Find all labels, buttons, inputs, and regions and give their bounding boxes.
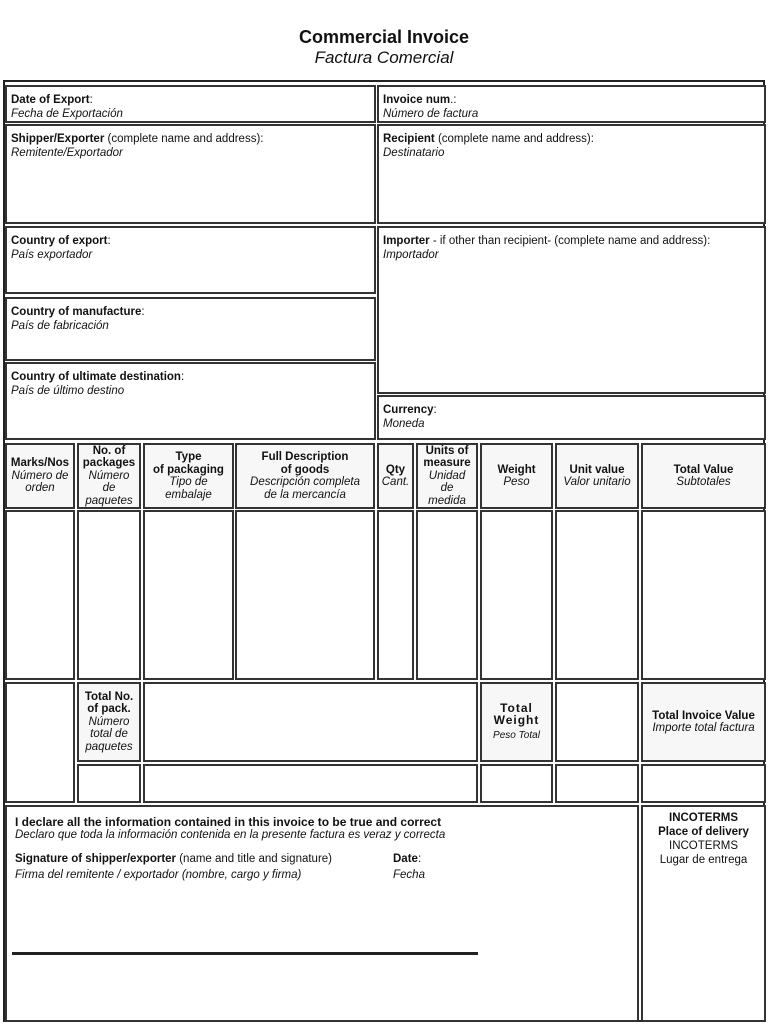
item-units-cell[interactable]	[416, 510, 478, 680]
total-weight-label: Total Weight Peso Total	[480, 682, 553, 762]
totals-left-blank	[5, 682, 75, 803]
total-invoice-value-label: Total Invoice Value Importe total factura	[641, 682, 766, 762]
item-weight-cell[interactable]	[480, 510, 553, 680]
item-qty-cell[interactable]	[377, 510, 414, 680]
recipient-field[interactable]: Recipient (complete name and address): Destinatario	[377, 124, 766, 224]
incoterms-sublabel: INCOTERMS	[669, 840, 738, 852]
field-label: Shipper/Exporter	[11, 133, 105, 145]
signature-line[interactable]	[12, 952, 478, 955]
incoterms-title: INCOTERMS	[669, 812, 738, 824]
currency-field[interactable]: Currency: Moneda	[377, 395, 766, 440]
field-sublabel: País exportador	[11, 249, 93, 261]
signature-sublabel: Firma del remitente / exportador (nombre, cargo y firma)	[15, 869, 302, 881]
column-header-total-value: Total Value Subtotales	[641, 443, 766, 509]
totals-unit-blank	[555, 682, 639, 762]
importer-field[interactable]: Importer - if other than recipient- (complete name and address): Importador	[377, 226, 766, 394]
field-label: Country of manufacture	[11, 306, 142, 318]
column-header-description: Full Description of goods Descripción completa de la mercancía	[235, 443, 375, 509]
total-weight-input[interactable]	[480, 764, 553, 803]
place-of-delivery-sublabel: Lugar de entrega	[659, 854, 748, 866]
total-packages-label: Total No. of pack. Número total de paquetes	[77, 682, 141, 762]
page-title: Commercial Invoice	[298, 27, 470, 47]
item-unit-value-cell[interactable]	[555, 510, 639, 680]
column-header-marks: Marks/Nos Número de orden	[5, 443, 75, 509]
column-header-qty: Qty Cant.	[377, 443, 414, 509]
signature-label: Signature of shipper/exporter (name and title and signature)	[15, 853, 333, 865]
declaration-section[interactable]	[5, 805, 639, 1022]
column-header-packages: No. of packages Número de paquetes	[77, 443, 141, 509]
item-total-value-cell[interactable]	[641, 510, 766, 680]
column-header-unit-value: Unit value Valor unitario	[555, 443, 639, 509]
place-of-delivery-label: Place of delivery	[658, 826, 749, 838]
country-of-export-field[interactable]: Country of export: País exportador	[5, 226, 376, 294]
incoterms-section[interactable]	[641, 805, 766, 1022]
item-marks-cell[interactable]	[5, 510, 75, 680]
column-header-packaging: Type of packaging Tipo de embalaje	[143, 443, 234, 509]
invoice-num-field[interactable]: Invoice num.: Número de factura	[377, 85, 766, 123]
declaration-title: I declare all the information contained in this invoice to be true and correct	[15, 815, 442, 829]
totals-middle-input[interactable]	[143, 764, 478, 803]
country-of-manufacture-field[interactable]: Country of manufacture: País de fabricación	[5, 297, 376, 361]
column-header-weight: Weight Peso	[480, 443, 553, 509]
date-label: Date:	[393, 853, 422, 865]
field-label: Invoice num	[383, 94, 451, 106]
field-sublabel: Número de factura	[383, 108, 479, 120]
date-sublabel: Fecha	[393, 869, 425, 881]
field-sublabel: Moneda	[383, 418, 425, 430]
shipper-exporter-field[interactable]: Shipper/Exporter (complete name and address): Remitente/Exportador	[5, 124, 376, 224]
page-subtitle: Factura Comercial	[314, 48, 454, 67]
totals-middle-blank	[143, 682, 478, 762]
field-sublabel: País de último destino	[11, 385, 125, 397]
field-sublabel: Remitente/Exportador	[11, 147, 123, 159]
totals-unit-input[interactable]	[555, 764, 639, 803]
total-packages-input[interactable]	[77, 764, 141, 803]
field-label: Date of Export	[11, 94, 90, 106]
item-description-cell[interactable]	[235, 510, 375, 680]
field-label: Importer	[383, 235, 430, 247]
country-of-destination-field[interactable]: Country of ultimate destination: País de último destino	[5, 362, 376, 440]
field-sublabel: Importador	[383, 249, 439, 261]
item-packaging-cell[interactable]	[143, 510, 234, 680]
total-invoice-value-input[interactable]	[641, 764, 766, 803]
item-packages-cell[interactable]	[77, 510, 141, 680]
date-of-export-field[interactable]: Date of Export: Fecha de Exportación	[5, 85, 376, 123]
field-label: Recipient	[383, 133, 435, 145]
field-label: Country of ultimate destination	[11, 371, 181, 383]
field-label: Currency	[383, 404, 434, 416]
declaration-subtitle: Declaro que toda la información contenida en la presente factura es veraz y correcta	[15, 829, 446, 841]
field-sublabel: Destinatario	[383, 147, 445, 159]
field-sublabel: País de fabricación	[11, 320, 109, 332]
field-sublabel: Fecha de Exportación	[11, 108, 123, 120]
column-header-units: Units of measure Unidad de medida	[416, 443, 478, 509]
field-label: Country of export	[11, 235, 108, 247]
